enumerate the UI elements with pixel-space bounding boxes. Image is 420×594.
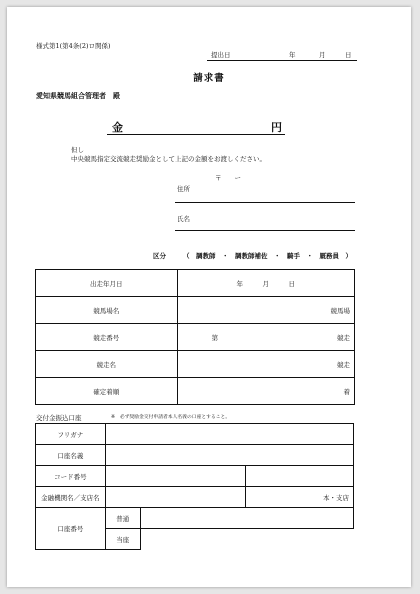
form-id: 様式第1(第4条(2)ロ関係) bbox=[36, 42, 111, 50]
postal-code-field[interactable]: 〒 ー bbox=[215, 174, 241, 182]
account-type-current[interactable]: 当座 bbox=[105, 529, 140, 550]
branch-suffix: 本・支店 bbox=[323, 493, 349, 502]
address-field[interactable] bbox=[175, 202, 355, 203]
submission-day: 日 bbox=[345, 51, 352, 59]
bank-row-ordinary bbox=[36, 508, 354, 529]
bank-row-name bbox=[36, 487, 354, 508]
bank-code-field[interactable] bbox=[105, 466, 246, 487]
addressee: 愛知県競馬組合管理者 殿 bbox=[36, 92, 120, 100]
race-row-suffix: 競馬場 bbox=[330, 307, 350, 315]
name-label: 氏名 bbox=[177, 215, 190, 223]
race-row-label: 競走番号 bbox=[36, 324, 178, 351]
category-label: 区分 bbox=[153, 252, 166, 260]
race-row-label: 競馬場名 bbox=[36, 297, 178, 324]
race-table-row bbox=[36, 378, 355, 405]
bank-name-label: 金融機関名／支店名 bbox=[36, 487, 106, 508]
submission-date-label: 提出日 bbox=[211, 51, 231, 59]
bank-row-furigana bbox=[36, 424, 354, 445]
account-number-blank bbox=[140, 529, 353, 550]
race-row-field[interactable] bbox=[177, 378, 354, 405]
bank-name-field[interactable] bbox=[105, 487, 246, 508]
bank-account-note: ※ 必ず奨励金交付申請者本人名義の口座とすること。 bbox=[111, 415, 231, 420]
submission-month: 月 bbox=[319, 51, 326, 59]
branch-code-field[interactable] bbox=[246, 466, 354, 487]
account-type-ordinary[interactable]: 普通 bbox=[105, 508, 140, 529]
branch-name-field[interactable] bbox=[246, 487, 354, 508]
account-holder-label: 口座名義 bbox=[36, 445, 106, 466]
submission-year: 年 bbox=[289, 51, 296, 59]
bank-account-title: 交付金振込口座 bbox=[36, 414, 82, 422]
bank-account-table bbox=[35, 423, 354, 550]
code-number-label: コード番号 bbox=[36, 466, 106, 487]
race-table-row bbox=[36, 297, 355, 324]
note-text: 中央競馬指定交流競走奨励金として上記の金額をお渡しください。 bbox=[71, 155, 266, 163]
race-row-suffix: 競走 bbox=[337, 334, 350, 342]
race-row-suffix: 着 bbox=[343, 388, 350, 396]
race-row-value: 年 月 日 bbox=[236, 280, 296, 288]
bank-row-code bbox=[36, 466, 354, 487]
race-row-label: 確定着順 bbox=[36, 378, 178, 405]
amount-field[interactable] bbox=[107, 134, 285, 135]
amount-suffix: 円 bbox=[271, 121, 282, 134]
account-holder-field[interactable] bbox=[105, 445, 353, 466]
category-options[interactable]: （ 調教師 ・ 調教師補佐 ・ 騎手 ・ 厩務員 ） bbox=[183, 252, 352, 260]
race-row-field[interactable] bbox=[177, 324, 354, 351]
race-row-suffix: 競走 bbox=[337, 361, 350, 369]
name-field[interactable] bbox=[175, 230, 355, 231]
submission-date-line bbox=[207, 60, 357, 61]
furigana-label: フリガナ bbox=[36, 424, 106, 445]
bank-row-holder bbox=[36, 445, 354, 466]
amount-prefix: 金 bbox=[112, 121, 123, 134]
furigana-field[interactable] bbox=[105, 424, 353, 445]
race-row-value: 第 bbox=[211, 334, 219, 342]
race-row-field[interactable] bbox=[177, 270, 354, 297]
race-row-field[interactable] bbox=[177, 297, 354, 324]
account-number-field[interactable] bbox=[140, 508, 353, 529]
account-number-label: 口座番号 bbox=[36, 508, 106, 550]
race-row-label: 競走名 bbox=[36, 351, 178, 378]
address-label: 住所 bbox=[177, 185, 190, 193]
note-label: 但し bbox=[71, 146, 84, 154]
form-sheet bbox=[7, 7, 411, 587]
race-row-field[interactable] bbox=[177, 351, 354, 378]
race-table-row bbox=[36, 324, 355, 351]
race-info-table bbox=[35, 269, 355, 405]
race-row-label: 出走年月日 bbox=[36, 270, 178, 297]
race-table-row bbox=[36, 351, 355, 378]
page-title: 請求書 bbox=[193, 73, 225, 84]
race-table-row bbox=[36, 270, 355, 297]
